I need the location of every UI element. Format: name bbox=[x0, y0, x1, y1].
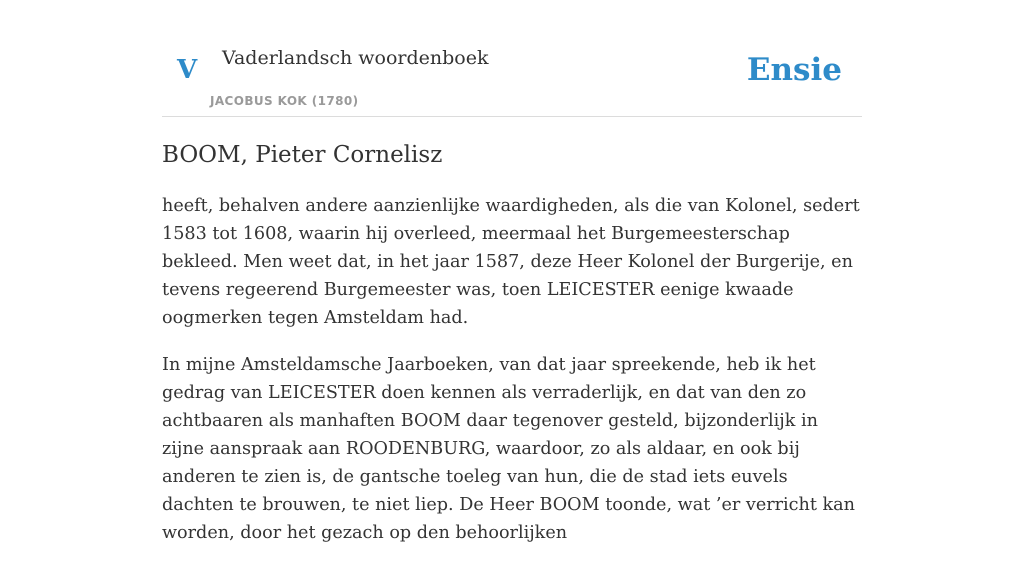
book-title-link[interactable]: Vaderlandsch woordenboek bbox=[222, 47, 489, 69]
page bbox=[162, 0, 862, 543]
author-label: JACOBUS KOK (1780) bbox=[210, 94, 359, 108]
paragraph: heeft, behalven andere aanzienlijke waardigheden, als die van Kolonel, sedert 1583 tot 1608, waarin hij overleed, meermaal het Burgemeesterschap bekleed. Men weet dat, in het jaar 1587, deze Heer Kolonel der Burgerije, en tevens regeerend Burgemeester was, toen LEICESTER eenige kwaade oogmerken tegen Amsteldam had. bbox=[162, 196, 860, 328]
ensie-logo[interactable]: Ensie bbox=[746, 52, 842, 88]
entry-title: BOOM, Pieter Cornelisz bbox=[162, 142, 443, 168]
paragraph: In mijne Amsteldamsche Jaarboeken, van dat jaar spreekende, heb ik het gedrag van LEICESTER doen kennen als verraderlijk, en dat van den zo achtbaaren als manhaften BOOM daar tegenover gesteld, bijzonderlijk in zijne aanspraak aan ROODENBURG, waardoor, zo als aldaar, en ook bij anderen te zien is, de gantsche toeleg van hun, die de stad iets euvels dachten te brouwen, te niet liep. De Heer BOOM toonde, wat ’er verricht kan worden, door het gezach op den behoorlijken bbox=[162, 355, 856, 543]
letter-badge[interactable]: V bbox=[177, 55, 198, 85]
header bbox=[162, 0, 862, 117]
entry-content bbox=[162, 192, 862, 566]
